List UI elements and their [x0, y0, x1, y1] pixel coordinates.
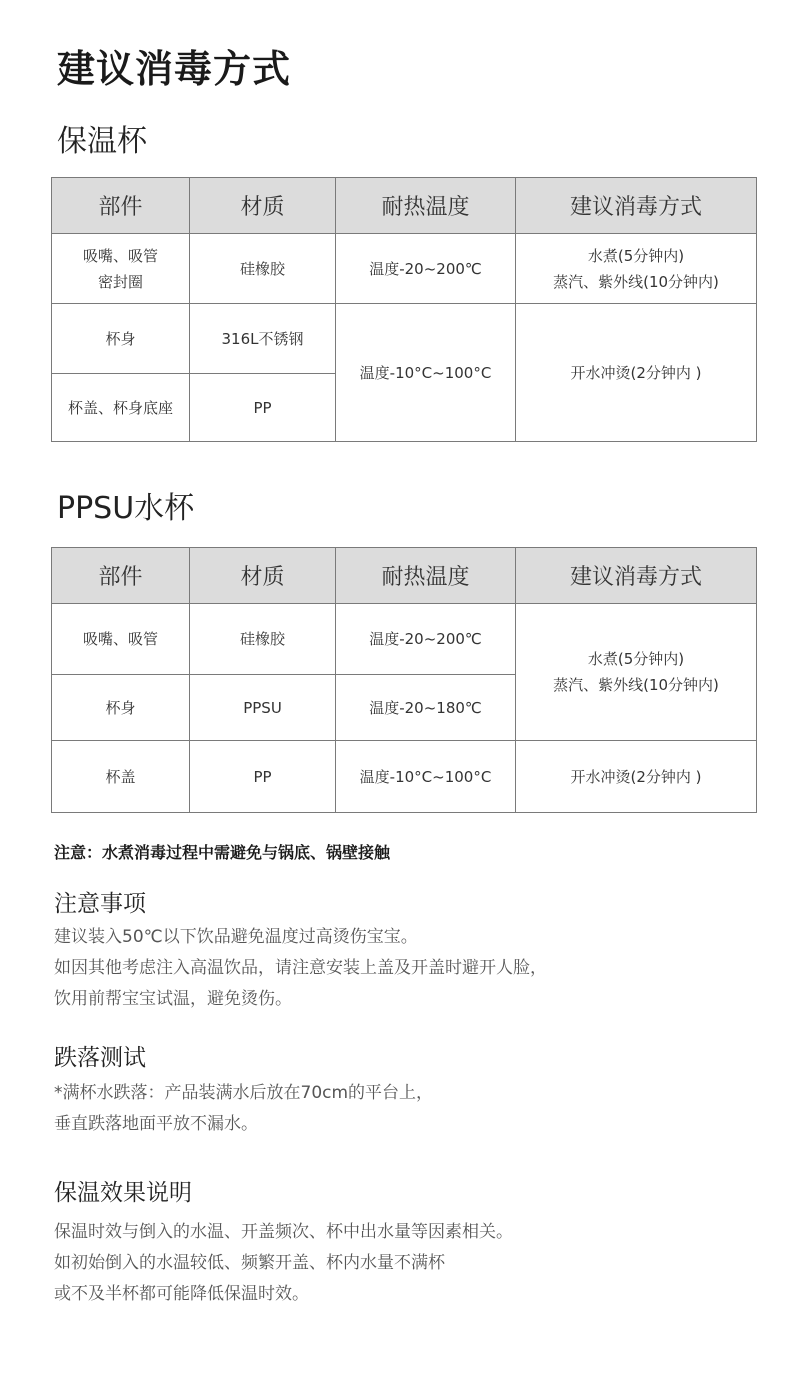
- header-disinfection-method: 建议消毒方式: [516, 548, 757, 604]
- method-line: 蒸汽、紫外线(10分钟内): [553, 676, 719, 694]
- header-heat-resistance: 耐热温度: [336, 548, 516, 604]
- table-row: [52, 234, 757, 304]
- cell-method: 开水冲烫(2分钟内 ): [516, 741, 757, 813]
- table-row: [52, 741, 757, 813]
- header-material: 材质: [190, 178, 336, 234]
- method-line: 水煮(5分钟内): [587, 246, 685, 265]
- text-line: *满杯水跌落：产品装满水后放在70cm的平台上，: [54, 1083, 434, 1103]
- header-part: 部件: [52, 548, 190, 604]
- text-line: 垂直跌落地面平放不漏水。: [54, 1114, 258, 1134]
- cell-part: 杯身: [52, 304, 190, 374]
- part-line: 吸嘴、吸管: [82, 246, 158, 265]
- drop-test-text: [54, 1078, 433, 1140]
- table-header-row: [52, 178, 757, 234]
- cell-part: 杯盖、杯身底座: [52, 374, 190, 442]
- header-disinfection-method: 建议消毒方式: [516, 178, 757, 234]
- page-title: 建议消毒方式: [57, 47, 292, 91]
- cell-material: 硅橡胶: [190, 604, 336, 675]
- section-title-thermos: 保温杯: [57, 124, 147, 159]
- precautions-text: [54, 922, 547, 1015]
- table-row: [52, 604, 757, 675]
- cell-material: PPSU: [190, 675, 336, 741]
- cell-method-merged: 开水冲烫(2分钟内 ): [516, 304, 757, 442]
- cell-temperature: 温度-10°C~100°C: [336, 741, 516, 813]
- header-part: 部件: [52, 178, 190, 234]
- ppsu-disinfection-table: [51, 547, 757, 813]
- cell-material: PP: [190, 741, 336, 813]
- cell-temperature: 温度-20~200℃: [336, 604, 516, 675]
- cell-material: 316L不锈钢: [190, 304, 336, 374]
- text-line: 如因其他考虑注入高温饮品，请注意安装上盖及开盖时避开人脸，: [54, 958, 547, 978]
- cell-part: [52, 234, 190, 304]
- thermos-disinfection-table: [51, 177, 757, 442]
- cell-material: PP: [190, 374, 336, 442]
- cell-material: 硅橡胶: [190, 234, 336, 304]
- method-line: 水煮(5分钟内): [587, 650, 685, 668]
- cell-temperature: 温度-20~200℃: [336, 234, 516, 304]
- header-material: 材质: [190, 548, 336, 604]
- cell-temperature: 温度-20~180℃: [336, 675, 516, 741]
- cell-method-merged: [516, 604, 757, 741]
- part-line: 密封圈: [97, 272, 143, 291]
- text-line: 饮用前帮宝宝试温，避免烫伤。: [54, 989, 292, 1009]
- precautions-title: 注意事项: [54, 891, 146, 917]
- cell-method: [516, 234, 757, 304]
- insulation-title: 保温效果说明: [54, 1180, 192, 1206]
- boiling-note: 注意：水煮消毒过程中需避免与锅底、锅壁接触: [54, 843, 391, 862]
- cell-part: 吸嘴、吸管: [52, 604, 190, 675]
- table-header-row: [52, 548, 757, 604]
- text-line: 或不及半杯都可能降低保温时效。: [54, 1284, 309, 1304]
- text-line: 建议装入50℃以下饮品避免温度过高烫伤宝宝。: [54, 927, 418, 947]
- cell-part: 杯身: [52, 675, 190, 741]
- section-title-ppsu: PPSU水杯: [57, 491, 195, 526]
- method-line: 蒸汽、紫外线(10分钟内): [553, 272, 719, 291]
- cell-temperature-merged: 温度-10°C~100°C: [336, 304, 516, 442]
- text-line: 保温时效与倒入的水温、开盖频次、杯中出水量等因素相关。: [54, 1222, 513, 1242]
- text-line: 如初始倒入的水温较低、频繁开盖、杯内水量不满杯: [54, 1253, 445, 1273]
- header-heat-resistance: 耐热温度: [336, 178, 516, 234]
- insulation-text: [54, 1217, 513, 1310]
- drop-test-title: 跌落测试: [54, 1045, 146, 1071]
- cell-part: 杯盖: [52, 741, 190, 813]
- table-row: [52, 304, 757, 374]
